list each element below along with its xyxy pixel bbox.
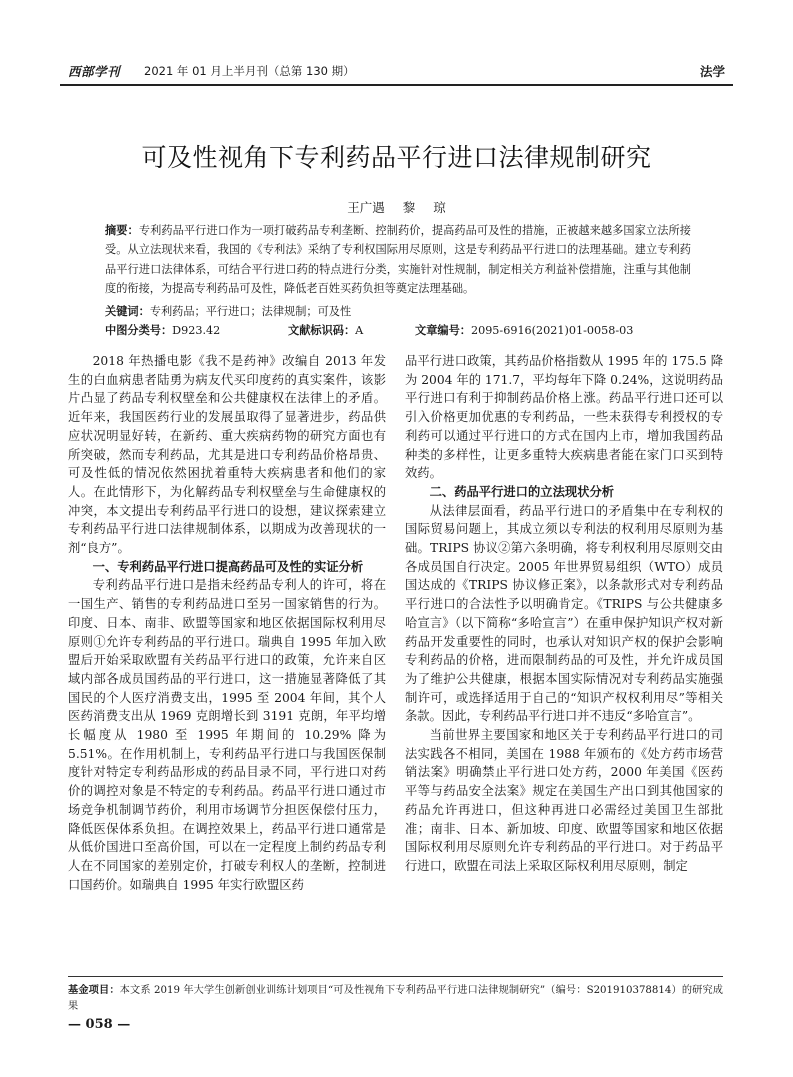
keywords-label: 关键词：: [105, 305, 150, 318]
article-title: 可及性视角下专利药品平行进口法律规制研究: [141, 143, 652, 172]
section-heading-1: 一、专利药品平行进口提高药品可及性的实证分析: [92, 559, 364, 574]
clc-label: 中图分类号：: [105, 324, 173, 337]
abstract-label: 摘要：: [105, 224, 139, 237]
body-paragraph: 专利药品平行进口是指未经药品专利人的许可，将在一国生产、销售的专利药品进口至另一国家销售的行为。印度、日本、南非、欧盟等国家和地区依据国际权利用尽原则①允许专利药品的平行进口。瑞典自 1995 年加入欧盟后开始采取欧盟有关药品平行进口的政策，允许来自区域内部各成员国药品的平行进口，这一措施显著降低了其国民的个人医疗消费支出，1995 至 2004 年间，其个人医药消费支出从 1969 克朗增长到 3191 克朗，年平均增长幅度从 1980 至 1995 年期间的 10.29% 降为 5.51%。在作用机制上，专利药品平行进口与我国医保制度针对特定专利药品形成的药品目录不同，平行进口对药价的调控对象是不特定的专利药品。药品平行进口通过市场竞争机制调节药价，利用市场调节分担医保偿付压力，降低医保体系负担。在调控效果上，药品平行进口通常是从低价国进口至高价国，可以在一定程度上制约药品专利人在不同国家的差别定价，打破专利权人的垄断，控制进口国药价。如瑞典自 1995 年实行欧盟区药: [68, 578, 386, 892]
keywords: [105, 303, 691, 319]
issue-info: 2021 年 01 月上半月刊（总第 130 期）: [144, 64, 355, 78]
document-code: [288, 322, 363, 338]
abstract: [105, 221, 691, 299]
article-no-value: 2095-6916(2021)01-0058-03: [470, 324, 634, 337]
article-number: [415, 322, 633, 338]
doc-code-label: 文献标识码：: [288, 324, 356, 337]
footnote-label: 基金项目：: [68, 985, 120, 996]
section-heading-2: 二、药品平行进口的立法现状分析: [429, 484, 615, 499]
article-no-label: 文章编号：: [415, 324, 471, 337]
body-paragraph-continued: 品平行进口政策，其药品价格指数从 1995 年的 175.5 降为 2004 年的 171.7，平均每年下降 0.24%，这说明药品平行进口有利于抑制药品价格上涨。药品平行进口还可以引入价格更加优惠的专利药品，一些未获得专利授权的专利药可以通过平行进口的方式在国内上市，增加我国药品种类的多样性，让更多重特大疾病患者能在家门口买到特效药。: [405, 354, 723, 481]
footnote-text: 本文系 2019 年大学生创新创业训练计划项目“可及性视角下专利药品平行进口法律规制研究”（编号：S201910378814）的研究成果: [68, 985, 723, 1012]
clc-value: D923.42: [172, 324, 221, 337]
body-paragraph: 2018 年热播电影《我不是药神》改编自 2013 年发生的白血病患者陆勇为病友代买印度药的真实案件，该影片凸显了药品专利权壁垒和公共健康权在法律上的矛盾。近年来，我国医药行业的发展虽取得了显著进步，药品供应状况明显好转，在新药、重大疾病药物的研究方面也有所突破，然而专利药品，尤其是进口专利药品价格昂贵、可及性低的情况依然困扰着重特大疾病患者和他们的家人。在此情形下，为化解药品专利权壁垒与生命健康权的冲突，本文提出专利药品平行进口的设想，建议探索建立专利药品平行进口法律规制体系，以期成为改善现状的一剂“良方”。: [68, 354, 386, 556]
body-column-right: [405, 352, 723, 876]
clc-number: [105, 322, 220, 338]
body-column-left: [68, 352, 386, 894]
body-paragraph: 当前世界主要国家和地区关于专利药品平行进口的司法实践各不相同，美国在 1988 年颁布的《处方药市场营销法案》明确禁止平行进口处方药，2000 年美国《医药平等与药品安全法案》规定在美国生产出口到其他国家的药品允许再进口，但这种再进口必需经过美国卫生部批准；南非、日本、新加坡、印度、欧盟等国家和地区依据国际权利用尽原则允许专利药品的平行进口。对于药品平行进口，欧盟在司法上采取区际权利用尽原则，制定: [405, 728, 723, 873]
journal-logo: 西部学刊: [68, 64, 121, 79]
footnote-rule: [68, 976, 723, 977]
doc-code-value: A: [355, 324, 364, 337]
body-paragraph: 从法律层面看，药品平行进口的矛盾集中在专利权的国际贸易问题上，其成立须以专利法的权利用尽原则为基础。TRIPS 协议②第六条明确，将专利权利用尽原则交由各成员国自行决定。2005 年世界贸易组织（WTO）成员国达成的《TRIPS 协议修正案》，以条款形式对专利药品平行进口的合法性予以明确肯定。《TRIPS 与公共健康多哈宣言》（以下简称“多哈宣言”）在重申保护知识产权对新药品开发重要性的同时，也承认对知识产权的保护会影响专利药品的价格，进而限制药品的可及性，并允许成员国为了维护公共健康，根据本国实际情况对专利药品实施强制许可，或选择适用于自己的“知识产权权利用尽”等相关条款。因此，专利药品平行进口并不违反“多哈宣言”。: [405, 503, 723, 724]
page-number: — 058 —: [68, 1017, 131, 1032]
header-rule: [60, 84, 733, 86]
running-header: [60, 62, 733, 82]
funding-footnote: [68, 983, 723, 1015]
section-label: 法学: [699, 64, 725, 79]
keywords-text: 专利药品；平行进口；法律规制；可及性: [149, 305, 352, 318]
abstract-text: 专利药品平行进口作为一项打破药品专利垄断、控制药价，提高药品可及性的措施，正被越来越多国家立法所接受。从立法现状来看，我国的《专利法》采纳了专利权国际用尽原则，这是专利药品平行进口的法理基础。建立专利药品平行进口法律体系，可结合平行进口药的特点进行分类，实施针对性规制，制定相关方利益补偿措施，注重与其他制度的衔接，为提高专利药品可及性，降低老百姓买药负担等奠定法理基础。: [105, 224, 691, 296]
article-authors: 王广遇 黎 琼: [347, 200, 446, 215]
